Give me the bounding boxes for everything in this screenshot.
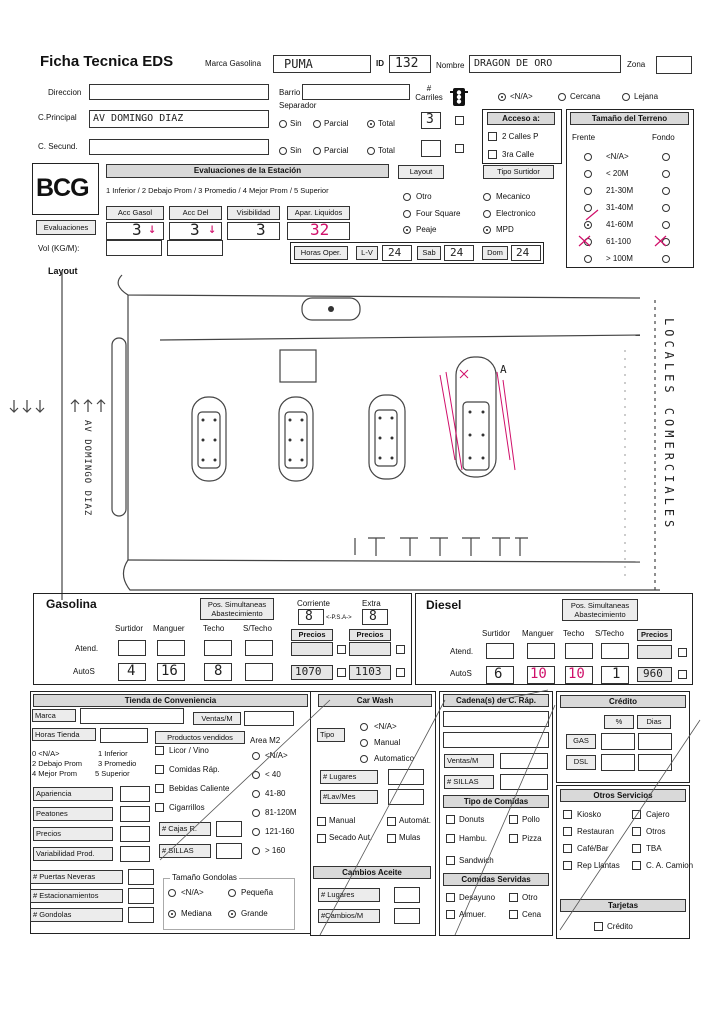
gas-precio-corriente-value: 1070 <box>295 665 322 678</box>
frente-label: Frente <box>572 133 596 142</box>
gas-manguer-label: Manguer <box>153 624 185 633</box>
otros-servicio-check[interactable] <box>563 827 572 836</box>
tienda-eval-field[interactable] <box>120 826 150 842</box>
extra-value: 8 <box>369 609 377 624</box>
gas-techo-label: Techo <box>203 624 225 633</box>
sep-sin-label: Sin <box>290 119 302 128</box>
gasolina-pos-sim-button[interactable]: Pos. Simultaneas Abastecimiento <box>200 598 274 620</box>
hambu-check[interactable] <box>446 834 455 843</box>
vis-na-label: <N/A> <box>510 92 533 101</box>
tienda-ventas-field[interactable] <box>244 711 294 726</box>
area-m2-label: Area M2 <box>250 736 281 745</box>
cajas-label: # Cajas R. <box>159 822 211 836</box>
cambios-aceite-title: Cambios Aceite <box>313 866 431 879</box>
otros-servicio-check[interactable] <box>632 844 641 853</box>
gondola-grande-label: Grande <box>241 909 268 918</box>
dsl-atend-manguer[interactable] <box>527 643 555 659</box>
puertas-neveras-field[interactable] <box>128 869 154 885</box>
cadena-sillas-label: # SILLAS <box>444 775 494 789</box>
psa-label: <-P.S.A-> <box>326 615 352 621</box>
tienda-marca-field[interactable] <box>80 708 184 724</box>
corriente-label: Corriente <box>297 599 330 608</box>
carriles-label: # Carriles <box>415 84 443 102</box>
tipo-surtidor-button[interactable]: Tipo Surtidor <box>483 165 554 179</box>
carwash-na-label: <N/A> <box>374 722 397 731</box>
gondolas-field[interactable] <box>128 907 154 923</box>
cadena-ventas-label: Ventas/M <box>444 754 494 768</box>
tienda-marca-label: Marca <box>32 709 76 722</box>
gas-autos-label: AutoS <box>73 667 95 676</box>
locales-comerciales-text: LOCALES COMERCIALES <box>662 318 676 532</box>
carwash-manual-check[interactable] <box>317 817 326 826</box>
acc-gasol-button[interactable]: Acc Gasol <box>106 206 164 220</box>
separador-label: Separador <box>279 101 317 110</box>
otros-servicio-label: C. A. Camion <box>646 861 694 870</box>
credito-gas-pct-field[interactable] <box>601 733 635 750</box>
dsl-atend-surtidor[interactable] <box>486 643 514 659</box>
terreno-option-label: 31-40M <box>606 203 634 212</box>
evaluaciones-scale: 1 Inferior / 2 Debajo Prom / 3 Promedio / 4 Mejor Prom / 5 Superior <box>106 186 329 195</box>
credito-title: Crédito <box>560 695 686 708</box>
tipo-mpd-label: MPD <box>496 225 514 234</box>
zona-label: Zona <box>627 60 646 69</box>
sep2-total-label: Total <box>378 146 395 155</box>
tipo-comidas-title: Tipo de Comidas <box>443 795 549 808</box>
layout-otro-label: Otro <box>416 192 432 201</box>
dsl-autos-techo-value: 10 <box>568 666 585 682</box>
bcg-logo-text: BCG <box>36 174 89 202</box>
credito-dias-label: Dias <box>637 715 671 729</box>
cajas-field[interactable] <box>216 821 242 837</box>
tarjetas-title: Tarjetas <box>560 899 686 912</box>
aceite-cambios-label: #Cambios/M <box>318 909 380 923</box>
dsl-precios-label: Precios <box>637 629 672 641</box>
gondola-na-radio[interactable] <box>168 889 176 897</box>
tienda-eval-label: Peatones <box>33 807 113 821</box>
gondolas-size-title: Tamaño Gondolas <box>172 873 237 882</box>
tienda-scale-3: 3 Promedio <box>98 759 137 768</box>
terreno-option-label: 21-30M <box>606 186 634 195</box>
tienda-eval-label: Variabilidad Prod. <box>33 847 113 861</box>
dsl-techo-label: Techo <box>563 629 585 638</box>
terreno-title: Tamaño del Terreno <box>570 112 689 125</box>
gas-atend-precio-2[interactable] <box>349 642 391 656</box>
area-radio[interactable] <box>252 752 260 760</box>
area-radio[interactable] <box>252 790 260 798</box>
area-option-label: < 40 <box>265 770 281 779</box>
gondola-pequena-label: Pequeña <box>241 888 274 897</box>
gas-autos-manguer-value: 16 <box>161 663 178 679</box>
diesel-title: Diesel <box>426 598 462 612</box>
horas-oper-button[interactable]: Horas Oper. <box>294 246 348 260</box>
lv-value: 24 <box>388 246 402 259</box>
producto-label: Licor / Vino <box>169 746 209 755</box>
evaluaciones-title: Evaluaciones de la Estación <box>106 164 389 178</box>
sep-parcial-label: Parcial <box>324 119 349 128</box>
tienda-eval-field[interactable] <box>120 786 150 802</box>
dsl-surtidor-label: Surtidor <box>482 629 511 638</box>
street-name-text: AV DOMINGO DIAZ <box>82 420 92 517</box>
diesel-pos-sim-button[interactable]: Pos. Simultaneas Abastecimiento <box>562 599 638 621</box>
dsl-autos-stecho-value: 1 <box>612 666 621 682</box>
sep2-sin-label: Sin <box>290 146 302 155</box>
marca-gasolina-label: Marca Gasolina <box>205 59 262 68</box>
acc-del-arrow: ↓ <box>208 221 217 237</box>
area-radio[interactable] <box>252 847 260 855</box>
id-label: ID <box>376 59 384 68</box>
carwash-secado-check-label: Secado Aut. <box>329 833 373 842</box>
cadena-field-2[interactable] <box>443 732 549 748</box>
tienda-horas-field[interactable] <box>100 728 148 743</box>
terreno-option-label: > 100M <box>606 254 633 263</box>
tienda-eval-field[interactable] <box>120 846 150 862</box>
otros-servicio-label: Restauran <box>577 827 614 836</box>
otro-comida-label: Otro <box>522 893 538 902</box>
cena-label: Cena <box>522 910 542 919</box>
producto-check[interactable] <box>155 765 164 774</box>
almuerzo-check[interactable] <box>446 910 455 919</box>
carwash-manual-radio[interactable] <box>360 739 368 747</box>
producto-label: Cigarrillos <box>169 803 205 812</box>
sep2-parcial-label: Parcial <box>324 146 349 155</box>
sandwich-check[interactable] <box>446 856 455 865</box>
area-option-label: <N/A> <box>265 751 288 760</box>
acc-del-value: 3 <box>190 220 200 239</box>
tienda-sillas-field[interactable] <box>216 843 242 859</box>
dsl-autos-label: AutoS <box>450 669 472 678</box>
estacionamientos-field[interactable] <box>128 888 154 904</box>
layout-peaje-label: Peaje <box>416 225 437 234</box>
dsl-atend-techo[interactable] <box>565 643 593 659</box>
puertas-neveras-label: # Puertas Neveras <box>30 870 123 884</box>
dsl-atend-label: Atend. <box>450 647 474 656</box>
aceite-lugares-label: # Lugares <box>318 888 380 902</box>
gondola-grande-radio[interactable] <box>228 910 236 918</box>
tienda-title: Tienda de Conveniencia <box>33 694 308 707</box>
lv-label: L-V <box>356 246 378 260</box>
acceso-2calles-label: 2 Calles P <box>502 132 539 141</box>
area-radio[interactable] <box>252 809 260 817</box>
dsl-atend-stecho[interactable] <box>601 643 629 659</box>
carwash-lav-field[interactable] <box>388 789 424 805</box>
dom-label: Dom <box>482 246 508 260</box>
producto-label: Bebidas Caliente <box>169 784 230 793</box>
pollo-check[interactable] <box>509 815 518 824</box>
gas-autos-surtidor-value: 4 <box>127 663 136 679</box>
id-value: 132 <box>395 56 419 71</box>
producto-label: Comidas Ráp. <box>169 765 220 774</box>
acc-del-button[interactable]: Acc Del <box>169 206 222 220</box>
gas-atend-manguer[interactable] <box>157 640 185 656</box>
aceite-lugares-field[interactable] <box>394 887 420 903</box>
marca-gasolina-value: PUMA <box>284 57 313 71</box>
acc-gasol-value: 3 <box>132 220 142 239</box>
gasolina-title: Gasolina <box>46 597 97 611</box>
sketch-title: Layout <box>48 266 78 276</box>
otros-servicio-check[interactable] <box>563 844 572 853</box>
tipo-electronico-label: Electronico <box>496 209 536 218</box>
gas-surtidor-label: Surtidor <box>115 624 144 633</box>
carwash-manual-check-label: Manual <box>329 816 356 825</box>
otros-servicio-label: TBA <box>646 844 662 853</box>
tienda-scale-5: 5 Superior <box>95 769 130 778</box>
gas-atend-label: Atend. <box>75 644 99 653</box>
apar-liquidos-button[interactable]: Apar. Liquidos <box>287 206 350 220</box>
tienda-horas-label: Horas Tienda <box>32 728 96 741</box>
gas-atend-techo[interactable] <box>204 640 232 656</box>
area-radio[interactable] <box>252 828 260 836</box>
c-principal-value: AV DOMINGO DIAZ <box>93 113 184 124</box>
gas-precios-label-1: Precios <box>291 629 333 641</box>
dsl-autos-manguer-value: 10 <box>530 666 547 682</box>
otros-servicio-check[interactable] <box>563 861 572 870</box>
extra-label: Extra <box>362 599 381 608</box>
cadena-field-1[interactable] <box>443 711 549 727</box>
tipo-mecanico-label: Mecanico <box>496 192 531 201</box>
otros-servicio-check[interactable] <box>632 810 641 819</box>
estacionamientos-label: # Estacionamientos <box>30 889 123 903</box>
nombre-value: DRAGON DE ORO <box>474 58 553 69</box>
gas-autos-check-2[interactable] <box>396 668 405 677</box>
carwash-mulas-check-label: Mulas <box>399 833 421 842</box>
page-title: Ficha Tecnica EDS <box>40 53 174 70</box>
otros-servicio-label: Café/Bar <box>577 844 609 853</box>
gas-autos-techo-value: 8 <box>214 663 223 679</box>
corriente-value: 8 <box>305 609 313 624</box>
gas-atend-precio-1[interactable] <box>291 642 333 656</box>
tienda-sillas-label: # SILLAS <box>159 844 211 858</box>
gondola-na-label: <N/A> <box>181 888 204 897</box>
donuts-check[interactable] <box>446 815 455 824</box>
dom-value: 24 <box>516 246 530 259</box>
carwash-na-radio[interactable] <box>360 723 368 731</box>
tienda-scale-0: 0 <N/A> <box>32 749 60 758</box>
pollo-label: Pollo <box>522 815 540 824</box>
barrio-label: Barrio <box>279 88 301 97</box>
cadena-sillas-field[interactable] <box>500 774 548 790</box>
fondo-label: Fondo <box>652 133 675 142</box>
carwash-lugares-field[interactable] <box>388 769 424 785</box>
otros-servicio-check[interactable] <box>563 810 572 819</box>
credito-gas-label: GAS <box>566 734 596 749</box>
tienda-scale-1: 1 Inferior <box>98 749 128 758</box>
credito-dsl-dias-field[interactable] <box>638 754 672 771</box>
desayuno-label: Desayuno <box>459 893 496 902</box>
otro-comida-check[interactable] <box>509 893 518 902</box>
pizza-label: Pizza <box>522 834 542 843</box>
visibilidad-button[interactable]: Visibilidad <box>227 206 280 220</box>
tarjeta-credito-check[interactable] <box>594 922 603 931</box>
dsl-autos-surtidor-value: 6 <box>494 666 503 682</box>
carwash-tipo-label: Tipo <box>317 728 345 742</box>
carwash-mulas-check[interactable] <box>387 834 396 843</box>
terreno-option-label: 41-60M <box>606 220 634 229</box>
otros-servicios-title: Otros Servicios <box>560 789 686 802</box>
direccion-label: Direccion <box>48 88 82 97</box>
gondolas-size-panel <box>163 878 295 930</box>
dsl-atend-precio[interactable] <box>637 645 672 659</box>
terreno-option-label: < 20M <box>606 169 629 178</box>
cadena-title: Cadena(s) de C. Ráp. <box>443 694 549 707</box>
tienda-ventas-label: Ventas/M <box>193 712 241 725</box>
tienda-eval-label: Apariencia <box>33 787 113 801</box>
tienda-eval-label: Precios <box>33 827 113 841</box>
tienda-scale-4: 4 Mejor Prom <box>32 769 78 778</box>
carwash-auto-radio[interactable] <box>360 755 368 763</box>
gondolas-label: # Gondolas <box>30 908 123 922</box>
productos-vendidos-label: Productos vendidos <box>155 731 245 744</box>
otros-servicio-label: Cajero <box>646 810 670 819</box>
sab-label: Sab <box>417 246 441 260</box>
evaluaciones-button[interactable]: Evaluaciones <box>36 220 96 235</box>
desayuno-check[interactable] <box>446 893 455 902</box>
donuts-label: Donuts <box>459 815 485 824</box>
carwash-automat-check[interactable] <box>387 817 396 826</box>
credito-pct-label: % <box>604 715 634 729</box>
dsl-atend-check[interactable] <box>678 648 687 657</box>
carwash-secado-check[interactable] <box>317 834 326 843</box>
gondola-pequena-radio[interactable] <box>228 889 236 897</box>
nombre-label: Nombre <box>436 61 465 70</box>
carwash-lugares-label: # Lugares <box>320 770 378 784</box>
producto-check[interactable] <box>155 784 164 793</box>
c-principal-label: C.Principal <box>38 113 77 122</box>
gas-autos-check-1[interactable] <box>337 668 346 677</box>
otros-servicio-check[interactable] <box>632 861 641 870</box>
dsl-autos-check[interactable] <box>678 670 687 679</box>
almuerzo-label: Almuer. <box>459 910 487 919</box>
dsl-manguer-label: Manguer <box>522 629 554 638</box>
pizza-check[interactable] <box>509 834 518 843</box>
gas-stecho-label: S/Techo <box>243 624 272 633</box>
carwash-title: Car Wash <box>318 694 432 707</box>
cadena-ventas-field[interactable] <box>500 753 548 769</box>
credito-gas-dias-field[interactable] <box>638 733 672 750</box>
acceso-title: Acceso a: <box>487 112 555 125</box>
gas-precio-extra-value: 1103 <box>355 665 382 678</box>
carwash-auto-label: Automatico <box>374 754 415 763</box>
hambu-label: Hambu. <box>459 834 488 843</box>
producto-check[interactable] <box>155 803 164 812</box>
dsl-stecho-label: S/Techo <box>595 629 624 638</box>
sep-total-label: Total <box>378 119 395 128</box>
gas-autos-stecho[interactable] <box>245 663 273 681</box>
vol-label: Vol (KG/M): <box>38 244 80 253</box>
terreno-option-label: 61-100 <box>606 237 631 246</box>
producto-check[interactable] <box>155 746 164 755</box>
gondola-mediana-radio[interactable] <box>168 910 176 918</box>
area-option-label: 41-80 <box>265 789 286 798</box>
island-label: A <box>500 363 507 376</box>
carwash-lav-label: #Lav/Mes <box>320 790 378 804</box>
visibilidad-value: 3 <box>256 220 266 239</box>
area-option-label: > 160 <box>265 846 286 855</box>
vis-lejana-label: Lejana <box>634 92 659 101</box>
tienda-scale-2: 2 Debajo Prom <box>32 759 83 768</box>
gondola-mediana-label: Mediana <box>181 909 212 918</box>
apar-liquidos-value: 32 <box>310 220 330 239</box>
comidas-servidas-title: Comidas Servidas <box>443 873 549 886</box>
carwash-automat-check-label: Automát. <box>399 816 432 825</box>
acc-gasol-arrow: ↓ <box>148 221 157 237</box>
otros-servicio-label: Kiosko <box>577 810 602 819</box>
dsl-precio-value: 960 <box>643 667 663 680</box>
acceso-3ra-label: 3ra Calle <box>502 150 535 159</box>
otros-servicio-label: Otros <box>646 827 666 836</box>
credito-dsl-label: DSL <box>566 755 596 770</box>
area-option-label: 81-120M <box>265 808 297 817</box>
carwash-manual-label: Manual <box>374 738 401 747</box>
cena-check[interactable] <box>509 910 518 919</box>
gas-precios-label-2: Precios <box>349 629 391 641</box>
carriles-value: 3 <box>426 112 434 127</box>
sab-value: 24 <box>450 246 464 259</box>
c-secund-label: C. Secund. <box>38 142 78 151</box>
gas-atend-surtidor[interactable] <box>118 640 146 656</box>
credito-dsl-pct-field[interactable] <box>601 754 635 771</box>
vis-cercana-label: Cercana <box>570 92 601 101</box>
area-option-label: 121-160 <box>265 827 295 836</box>
tienda-eval-field[interactable] <box>120 806 150 822</box>
layout-button[interactable]: Layout <box>398 165 444 179</box>
tarjeta-credito-label: Crédito <box>607 922 633 931</box>
gas-atend-stecho[interactable] <box>245 640 273 656</box>
sandwich-label: Sandwich <box>459 856 494 865</box>
otros-servicio-check[interactable] <box>632 827 641 836</box>
layout-foursquare-label: Four Square <box>416 209 461 218</box>
otros-servicio-label: Rep Llantas <box>577 861 620 870</box>
terreno-option-label: <N/A> <box>606 152 629 161</box>
aceite-cambios-field[interactable] <box>394 908 420 924</box>
area-radio[interactable] <box>252 771 260 779</box>
gas-atend-check-1[interactable] <box>337 645 346 654</box>
gas-atend-check-2[interactable] <box>396 645 405 654</box>
